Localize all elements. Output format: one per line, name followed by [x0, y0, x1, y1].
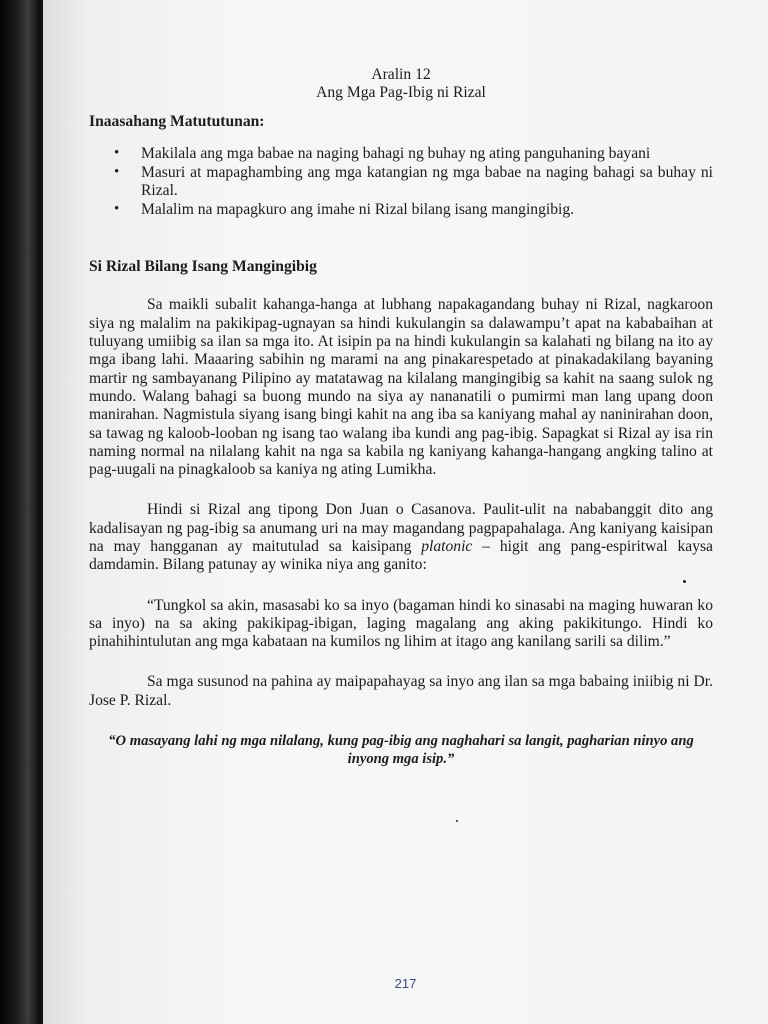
paragraph-2-text: Hindi si Rizal ang tipong Don Juan o Casanova. Paulit-ulit na nababanggit dito ang kadalisayan ng pag-ibig sa anumang uri na may magandang pagpapahalaga. Ang kaniyang kaisipan na may hangganan ay maitutulad sa kaisipang	[89, 501, 713, 555]
objectives-heading: Inaasahang Matututunan:	[89, 112, 265, 130]
lesson-title: Ang Mga Pag-Ibig ni Rizal	[316, 84, 486, 102]
lesson-number: Aralin 12	[371, 66, 431, 83]
page-content	[89, 66, 713, 768]
paragraph-2	[89, 501, 713, 574]
scan-speck	[456, 820, 458, 822]
book-binding-shadow	[0, 0, 40, 1024]
paragraph-2-text-end: – higit ang pang-espiritwal kaysa damdamin. Bilang patunay ay winika niya ang ganito:	[89, 538, 713, 574]
paragraph-3: Sa mga susunod na pahina ay maipapahayag sa inyo ang ilan sa mga babaing iniibig ni Dr. Jose P. Rizal.	[89, 673, 713, 709]
objective-item: • Masuri at mapaghambing ang mga katangian ng mga babae na naging bahagi sa buhay ni Rizal.	[141, 164, 713, 198]
objective-item: • Malalim na mapagkuro ang imahe ni Rizal bilang isang mangingibig.	[141, 201, 713, 218]
objectives-list	[89, 145, 713, 218]
section-heading: Si Rizal Bilang Isang Mangingibig	[89, 258, 317, 276]
closing-quote: “O masayang lahi ng mga nilalang, kung pag-ibig ang naghahari sa langit, pagharian ninyo ang inyong mga isip.”	[108, 733, 694, 768]
page-number: 217	[394, 976, 417, 991]
objective-item: • Makilala ang mga babae na naging bahagi ng buhay ng ating panguhaning bayani	[141, 145, 713, 162]
rizal-quote: “Tungkol sa akin, masasabi ko sa inyo (bagaman hindi ko sinasabi na maging huwaran ko sa inyo) na sa aking pakikipag-ibigan, laging magalang ang aking pakikitungo. Hindi ko pinahihintulutan ang mga kabataan na kumilos ng lihim at itago ang kanilang sarili sa dilim.”	[89, 596, 713, 651]
book-page	[43, 0, 768, 1024]
scan-speck	[683, 580, 686, 583]
paragraph-1: Sa maikli subalit kahanga-hanga at lubhang napakagandang buhay ni Rizal, nagkaroon siya ng malalim na pakikipag-ugnayan sa hindi kukulangin sa dalawampu’t apat na kababaihan at tuluyang umiibig sa ilan sa mga ito. At isipin pa na hindi kukulangin sa kalahati ng bilang na ito ay mga ibang lahi. Maaaring sabihin ng marami na ang pinakarespetado at pinakadakilang bayaning martir ng sambayanang Pilipino ay matatawag na kilalang mangingibig sa kahit na saang sulok ng mundo. Walang bahagi sa buong mundo na siya ay nananatili o pumirmi man lang upang doon manirahan. Nagmistula siyang isang bingi kahit na ang iba sa kaniyang mahal ay naninirahan doon, sa tawag ng kaloob-looban ng isang tao walang iba kundi ang pag-ibig. Sapagkat si Rizal ay isa rin naming normal na nilalang kahit na nga sa kabila ng kaniyang kahanga-hangang angking talino at pag-uugali na pinagkaloob sa kaniya ng ating Lumikha.	[89, 296, 713, 479]
platonic-term: platonic	[421, 538, 473, 555]
